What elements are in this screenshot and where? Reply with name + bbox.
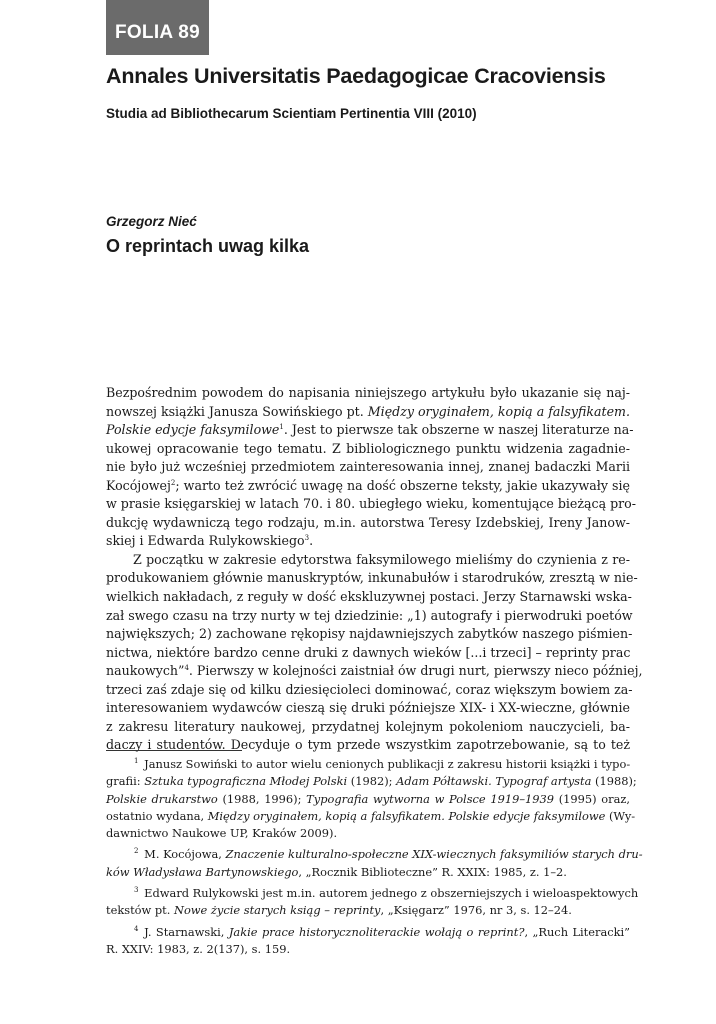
text-segment: R. XXIV: 1983, z. 2(137), s. 159.	[106, 941, 291, 956]
text-segment: ukowej opracowanie tego tematu. Z bibliologicznego punktu widzenia zagadnie-	[106, 440, 630, 456]
text-segment: naukowych”	[106, 663, 185, 679]
footnote-number: 1	[134, 757, 139, 766]
text-segment: . Jest to pierwsze tak obszerne w naszej literaturze na-	[283, 422, 634, 438]
text-segment: Bezpośrednim powodem do napisania niniejszego artykułu było ukazanie się naj-	[106, 385, 630, 400]
text-segment: interesowaniem wydawców cieszą się druki późniejsze XIX- i XX-wieczne, głównie	[106, 700, 630, 716]
footnote-line	[106, 941, 630, 958]
body-line	[106, 588, 630, 607]
text-segment: , „Rocznik Biblioteczne” R. XXIX: 1985, z. 1–2.	[298, 864, 567, 879]
footnote-ref: 4	[184, 664, 189, 673]
footnote-line	[106, 791, 630, 808]
text-segment: wielkich nakładach, z reguły w dość ekskluzywnej postaci. Jerzy Starnawski wska-	[106, 589, 632, 605]
text-segment: .	[309, 533, 314, 549]
text-segment: Typografia wytworna w Polsce 1919–1939	[306, 791, 555, 806]
body-line	[106, 458, 630, 477]
footnote-line	[106, 885, 639, 902]
body-line	[106, 736, 630, 755]
footnote-number: 4	[134, 924, 139, 933]
text-segment: w prasie księgarskiej w latach 70. i 80. ubiegłego wieku, komentujące bieżącą pro-	[106, 496, 637, 512]
text-segment: Polskie drukarstwo	[106, 791, 218, 806]
text-segment: , „Księgarz” 1976, nr 3, s. 12–24.	[380, 903, 572, 918]
body-line	[106, 699, 630, 718]
text-segment: (1988);	[591, 774, 637, 789]
footnote-ref: 1	[279, 422, 284, 431]
text-segment: Z początku w zakresie edytorstwa faksymilowego mieliśmy do czynienia z re-	[133, 551, 630, 567]
body-line	[106, 718, 630, 737]
footnote-line	[106, 902, 630, 919]
body-line	[106, 625, 633, 644]
text-segment: dukcję wydawniczą tego rodzaju, m.in. autorstwa Teresy Izdebskiej, Ireny Janow-	[106, 514, 630, 530]
body-line	[106, 403, 630, 422]
text-segment: (1982);	[347, 774, 397, 789]
footnote-number: 3	[134, 886, 139, 895]
footnote-line	[106, 864, 630, 881]
article-body	[106, 384, 643, 755]
body-line	[106, 514, 630, 533]
text-segment: . Pierwszy w kolejności zaistniał ów drugi nurt, pierwszy nieco później,	[188, 663, 643, 679]
text-segment: największych; 2) zachowane rękopisy najdawniejszych zabytków naszego piśmien-	[106, 626, 633, 642]
text-segment: Jakie prace historycznoliterackie wołają o reprint?	[228, 924, 525, 939]
footnote-line	[106, 846, 643, 863]
body-line	[106, 681, 633, 700]
text-segment: trzeci zaś zdaje się od kilku dziesięcioleci dominować, coraz większym bowiem za-	[106, 681, 633, 697]
text-segment: J. Starnawski,	[144, 924, 229, 939]
footnote-separator	[106, 750, 242, 751]
body-line	[106, 477, 630, 496]
text-segment: tekstów pt.	[106, 903, 174, 918]
body-line	[106, 495, 637, 514]
article-author: Grzegorz Nieć	[106, 214, 197, 229]
body-line	[106, 569, 638, 588]
text-segment: produkowaniem głównie manuskryptów, inkunabułów i starodruków, zresztą w nie-	[106, 570, 638, 586]
text-segment: Znaczenie kulturalno-społeczne XIX-wiecznych faksymiliów starych dru-	[225, 847, 643, 862]
footnote-line	[106, 808, 636, 825]
text-segment: Adam Półtawski. Typograf artysta	[396, 774, 592, 789]
text-segment: Sztuka typograficzna Młodej Polski	[144, 774, 348, 789]
text-segment: Kocójowej	[106, 477, 171, 493]
text-segment: ostatnio wydana,	[106, 808, 208, 823]
footnote-line	[106, 924, 630, 941]
text-segment: (1995) oraz,	[554, 791, 630, 806]
text-segment: grafii:	[106, 774, 145, 789]
text-segment: M. Kocójowa,	[144, 847, 226, 862]
text-segment: dawnictwo Naukowe UP, Kraków 2009).	[106, 826, 338, 841]
footnote-ref: 2	[170, 478, 176, 487]
body-line	[106, 551, 630, 570]
article-title: O reprintach uwag kilka	[106, 236, 310, 256]
footnote-line	[106, 756, 630, 773]
text-segment: ; warto też zwrócić uwagę na dość obszerne teksty, jakie ukazywały się	[175, 477, 630, 493]
text-segment: ków Władysława Bartynowskiego	[106, 864, 299, 879]
footnote-line	[106, 773, 637, 790]
text-segment: Polskie edycje faksymilowe	[106, 422, 280, 438]
text-segment: nie było już wcześniej przedmiotem zainteresowania innej, znanej badaczki Marii	[106, 459, 630, 475]
footnote-ref: 3	[304, 534, 310, 543]
footnote-number: 2	[134, 847, 139, 856]
text-segment: daczy i studentów. Decyduje o tym przede wszystkim zapotrzebowanie, są to też	[106, 737, 630, 753]
text-segment: , „Ruch Literacki”	[524, 924, 630, 939]
journal-title: Annales Universitatis Paedagogicae Cracoviensis	[106, 64, 606, 88]
folia-label: FOLIA 89	[106, 0, 209, 55]
text-segment: skiej i Edwarda Rulykowskiego	[106, 533, 305, 549]
text-segment: Między oryginałem, kopią a falsyfikatem. Polskie edycje faksymilowe	[207, 808, 606, 823]
text-segment: zał swego czasu na trzy nurty w tej dziedzinie: „1) autografy i pierwodruki poetów	[106, 607, 633, 623]
body-line	[106, 644, 630, 663]
body-line	[106, 384, 630, 403]
body-line	[106, 440, 630, 459]
text-segment: nictwa, niektóre bardzo cenne druki z dawnych wieków [...i trzeci] – reprinty prac	[106, 644, 631, 660]
text-segment: nowszej książki Janusza Sowińskiego pt.	[106, 403, 368, 419]
body-line	[106, 532, 630, 551]
body-line	[106, 421, 634, 440]
body-line	[106, 662, 643, 681]
text-segment: Janusz Sowiński to autor wielu cenionych publikacji z zakresu historii książki i typo-	[144, 757, 631, 771]
text-segment: (Wy-	[605, 808, 636, 823]
footnotes	[106, 756, 643, 958]
text-segment: Między oryginałem, kopią a falsyfikatem.	[367, 403, 630, 419]
text-segment: Nowe życie starych ksiąg – reprinty	[173, 903, 381, 918]
text-segment: (1988, 1996);	[217, 791, 307, 806]
text-segment: z zakresu literatury naukowej, przydatnej kolejnym pokoleniom nauczycieli, ba-	[106, 718, 630, 734]
body-line	[106, 607, 633, 626]
footnote-line	[106, 825, 630, 842]
text-segment: Edward Rulykowski jest m.in. autorem jednego z obszerniejszych i wieloaspektowych	[144, 886, 639, 901]
journal-subtitle: Studia ad Bibliothecarum Scientiam Pertinentia VIII (2010)	[106, 106, 477, 121]
